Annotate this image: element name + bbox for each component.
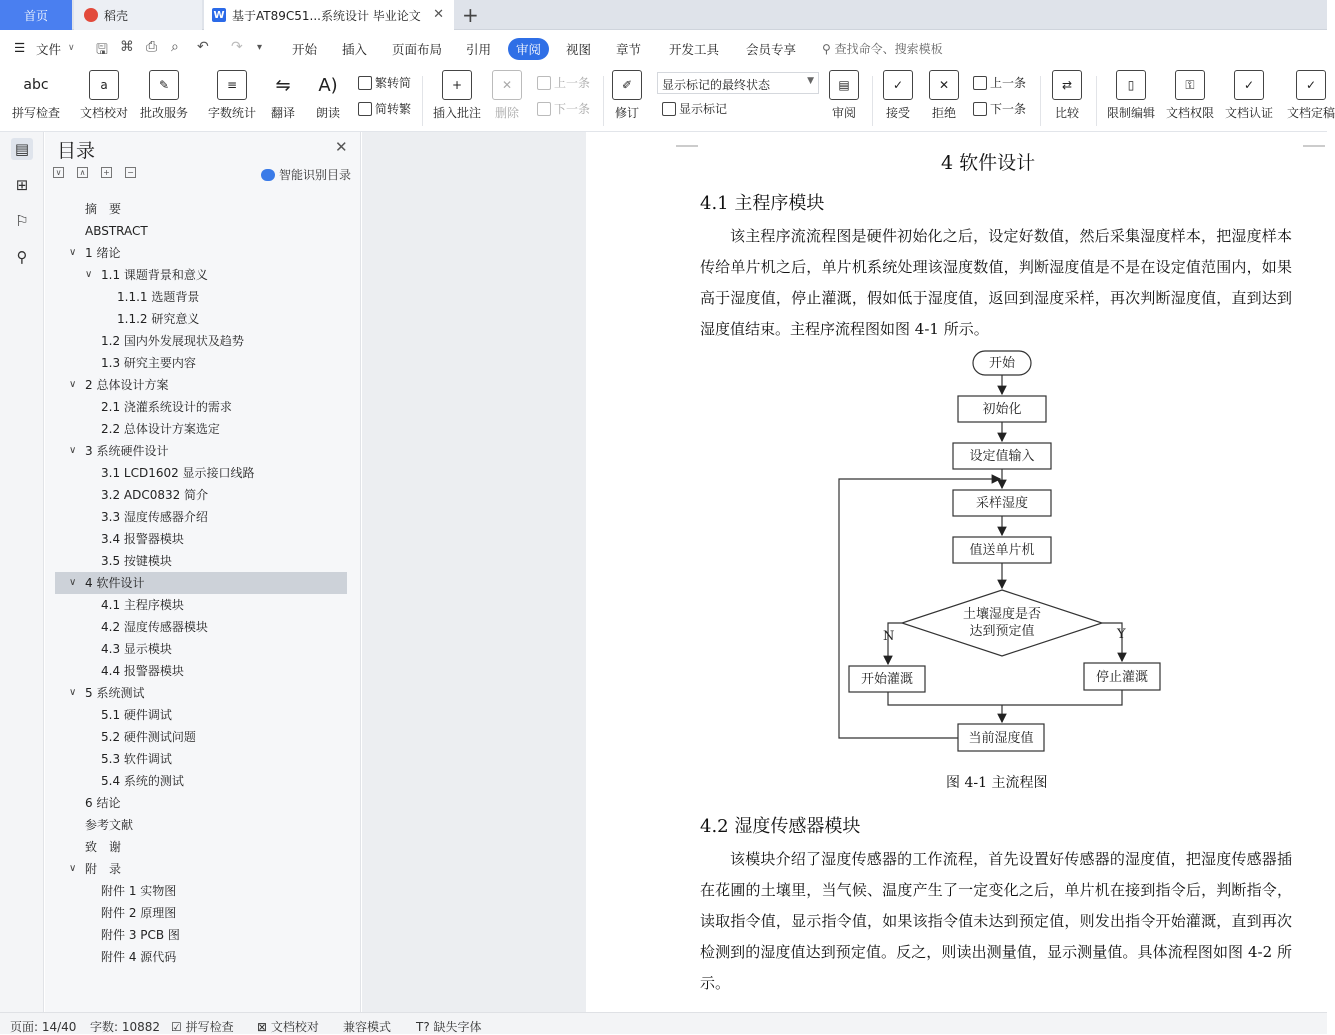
toc-item[interactable] <box>55 858 347 880</box>
toc-item-label: 4.3 显示模块 <box>101 642 172 656</box>
prev-change-button[interactable] <box>973 74 1026 91</box>
flow-init-text: 初始化 <box>982 402 1022 417</box>
toc-item[interactable] <box>55 660 347 682</box>
toc-item-label: 摘 要 <box>85 202 122 216</box>
menu-page-layout[interactable]: 页面布局 <box>392 42 443 57</box>
toc-item-label: 致 谢 <box>85 840 122 854</box>
daoke-logo-icon <box>84 8 98 22</box>
expand-all-icon[interactable]: ∨ <box>53 167 64 178</box>
prev-comment-label: 上一条 <box>554 76 591 90</box>
print-icon[interactable]: ⎙ <box>146 39 158 55</box>
review-pane-icon: ▤ <box>829 70 859 100</box>
smart-toc-button[interactable] <box>261 166 351 183</box>
accept-label: 接受 <box>885 106 910 120</box>
word-count-button[interactable] <box>208 70 256 121</box>
markup-state-value: 显示标记的最终状态 <box>662 78 771 92</box>
toc-item-label: 3.4 报警器模块 <box>101 532 184 546</box>
toc-item[interactable] <box>55 572 347 594</box>
toc-item-label: 4.1 主程序模块 <box>101 598 184 612</box>
ribbon-divider <box>603 76 604 126</box>
close-tab-icon[interactable]: ✕ <box>433 7 444 22</box>
search-icon: ⚲ <box>822 42 831 56</box>
toc-item-label: 3.2 ADC0832 简介 <box>101 488 209 502</box>
missing-font-button[interactable] <box>416 1018 482 1035</box>
show-markup-icon <box>662 102 676 116</box>
next-comment-button[interactable] <box>537 100 590 117</box>
proofread-button[interactable] <box>80 70 128 121</box>
ribbon-divider <box>422 76 423 126</box>
compat-mode-indicator: 兼容模式 <box>343 1020 392 1034</box>
tab-home-label: 首页 <box>23 8 48 23</box>
compare-label: 比较 <box>1054 106 1079 120</box>
track-changes-button[interactable] <box>612 70 642 121</box>
toc-item-label: 3.3 湿度传感器介绍 <box>101 510 208 524</box>
proofread-status-icon: ⊠ <box>257 1020 268 1034</box>
toc-item[interactable] <box>55 330 347 352</box>
toc-title: 目录 <box>57 140 96 162</box>
command-search[interactable] <box>822 40 943 57</box>
toc-item-label: 4.4 报警器模块 <box>101 664 184 678</box>
doc-finalize-icon: ✓ <box>1296 70 1326 100</box>
flow-no-label: N <box>883 629 895 644</box>
chapter-heading: 4 软件设计 <box>941 152 1036 174</box>
bookmark-icon[interactable]: ⚐ <box>15 212 29 230</box>
tab-home[interactable] <box>0 0 72 30</box>
delete-comment-icon: ✕ <box>492 70 522 100</box>
chevron-down-icon[interactable]: ∨ <box>69 247 77 258</box>
read-aloud-label: 朗读 <box>315 106 340 120</box>
toc-item-label: 4 软件设计 <box>85 576 145 590</box>
toc-item-label: 1.2 国内外发展现状及趋势 <box>101 334 244 348</box>
status-spell-label: 拼写检查 <box>185 1020 234 1034</box>
insert-comment-icon: + <box>442 70 472 100</box>
chevron-down-icon[interactable]: ∨ <box>69 577 77 588</box>
markup-state-select[interactable] <box>657 72 819 94</box>
toc-item-label: 4.2 湿度传感器模块 <box>101 620 208 634</box>
next-change-button[interactable] <box>973 100 1026 117</box>
add-heading-icon[interactable]: + <box>101 167 112 178</box>
command-search-placeholder: 查找命令、搜索模板 <box>834 42 943 56</box>
toc-item-label: 附件 3 PCB 图 <box>101 928 180 942</box>
undo-icon[interactable]: ↶ <box>197 39 209 55</box>
word-count-label: 字数统计 <box>208 106 257 120</box>
page-indicator[interactable]: 页面: 14/40 <box>10 1020 77 1034</box>
toc-item[interactable] <box>55 286 347 308</box>
prev-comment-icon <box>537 76 551 90</box>
next-comment-label: 下一条 <box>554 102 591 116</box>
flow-start-text: 开始 <box>988 356 1016 371</box>
doc-certify-button[interactable] <box>1225 70 1273 121</box>
section-heading: 4.1 主程序模块 <box>700 193 825 214</box>
review-pane-button[interactable] <box>829 70 859 121</box>
smart-toc-icon <box>261 169 275 181</box>
toc-item[interactable] <box>55 748 347 770</box>
toc-item[interactable] <box>55 484 347 506</box>
section-heading: 4.2 湿度传感器模块 <box>700 816 861 837</box>
chevron-down-icon[interactable]: ∨ <box>69 445 77 456</box>
delete-comment-label: 删除 <box>494 106 519 120</box>
toc-item[interactable] <box>55 770 347 792</box>
shield-icon: ✓ <box>1234 70 1264 100</box>
tab-daoke[interactable] <box>74 0 202 30</box>
toc-item-label: 1.3 研究主要内容 <box>101 356 196 370</box>
reject-button[interactable] <box>929 70 959 121</box>
status-bar <box>0 1012 1327 1034</box>
flow-decision-text-2: 达到预定值 <box>969 624 1035 639</box>
remove-heading-icon[interactable]: − <box>125 167 136 178</box>
next-change-icon <box>973 102 987 116</box>
toc-item[interactable] <box>55 440 347 462</box>
doc-finalize-label: 文档定稿 <box>1287 106 1335 120</box>
insert-comment-button[interactable] <box>433 70 481 121</box>
toc-item-label: 3.5 按键模块 <box>101 554 172 568</box>
compare-icon: ⇄ <box>1052 70 1082 100</box>
chevron-down-icon[interactable]: ∨ <box>69 863 77 874</box>
toc-item[interactable] <box>55 396 347 418</box>
chevron-down-icon[interactable]: ∨ <box>85 269 93 280</box>
toc-item[interactable] <box>55 506 347 528</box>
chevron-down-icon: ▼ <box>807 76 814 86</box>
flow-send-text: 值送单片机 <box>969 543 1035 558</box>
toc-item[interactable] <box>55 726 347 748</box>
search-pane-icon[interactable]: ⚲ <box>16 248 28 266</box>
toc-item[interactable] <box>55 308 347 330</box>
format-painter-icon[interactable]: ⌘ <box>120 39 134 55</box>
flow-yes-label: Y <box>1117 627 1126 642</box>
doc-finalize-button[interactable] <box>1287 70 1335 121</box>
toc-item-label: 1.1.2 研究意义 <box>117 312 200 326</box>
translate-icon: ⇋ <box>275 74 291 96</box>
translate-label: 翻译 <box>270 106 295 120</box>
toc-item[interactable] <box>55 528 347 550</box>
simp-to-trad-label: 简转繁 <box>375 102 412 116</box>
flow-stop-text: 停止灌溉 <box>1095 670 1149 685</box>
quick-access-more-icon[interactable]: ▾ <box>257 42 263 53</box>
collapse-all-icon[interactable]: ∧ <box>77 167 88 178</box>
toc-item-label: 附件 2 原理图 <box>101 906 177 920</box>
read-aloud-button[interactable] <box>313 70 343 121</box>
toc-item[interactable] <box>55 242 347 264</box>
restrict-edit-button[interactable] <box>1107 70 1155 121</box>
reject-label: 拒绝 <box>931 106 956 120</box>
spell-check-label: 拼写检查 <box>12 106 61 120</box>
menu-member[interactable]: 会员专享 <box>746 42 797 57</box>
batch-service-button[interactable] <box>140 70 188 121</box>
prev-change-label: 上一条 <box>990 76 1027 90</box>
toc-item[interactable] <box>55 220 347 242</box>
toc-item[interactable] <box>55 374 347 396</box>
doc-permission-button[interactable] <box>1166 70 1214 121</box>
toc-item[interactable] <box>55 352 347 374</box>
flow-sample-text: 采样湿度 <box>975 496 1029 511</box>
toc-item[interactable] <box>55 924 347 946</box>
toc-item-label: 附件 4 源代码 <box>101 950 177 964</box>
toc-item-label: 1 绪论 <box>85 246 121 260</box>
flow-current-text: 当前湿度值 <box>968 731 1034 746</box>
menu-view[interactable]: 视图 <box>566 42 592 57</box>
reject-icon: ✕ <box>929 70 959 100</box>
word-count-indicator[interactable]: 字数: 10882 <box>90 1020 161 1034</box>
body-paragraph: 该主程序流流程图是硬件初始化之后，设定好数值，然后采集湿度样本，把湿度样本传给单片机之后，单片机系统处理该湿度数值，判断湿度值是不是在设定值范围内，如果高于湿度值，停止灌溉，假如低于湿度值，返回到湿度采样，再次判断湿度值，直到达到湿度值结束。主程序流程图如图 4-1 所示。 <box>700 227 1292 338</box>
menu-insert[interactable]: 插入 <box>342 42 368 57</box>
accept-button[interactable] <box>883 70 913 121</box>
review-pane-label: 审阅 <box>831 106 856 120</box>
accept-icon: ✓ <box>883 70 913 100</box>
toc-item-label: 附 录 <box>85 862 122 876</box>
toc-item[interactable] <box>55 902 347 924</box>
proofread-label: 文档校对 <box>80 106 129 120</box>
status-proofread-label: 文档校对 <box>270 1020 319 1034</box>
document-page[interactable] <box>586 132 1327 1012</box>
toc-pane-icon[interactable]: ▤ <box>11 138 33 160</box>
toc-item[interactable] <box>55 550 347 572</box>
spell-check-icon: abc <box>23 77 49 93</box>
show-markup-button[interactable] <box>662 100 727 117</box>
prev-change-icon <box>973 76 987 90</box>
review-ribbon <box>0 66 1335 132</box>
toc-item-label: 3 系统硬件设计 <box>85 444 169 458</box>
track-changes-label: 修订 <box>614 106 639 120</box>
toc-item[interactable] <box>55 946 347 968</box>
toc-item-label: 附件 1 实物图 <box>101 884 177 898</box>
checkbox-icon: ☑ <box>171 1020 182 1034</box>
simp-to-trad-button[interactable] <box>358 100 411 117</box>
toc-item[interactable] <box>55 198 347 220</box>
toc-item-label: 2 总体设计方案 <box>85 378 169 392</box>
toc-item[interactable] <box>55 594 347 616</box>
toc-item-label: 参考文献 <box>85 818 134 832</box>
document-background <box>362 132 586 1012</box>
tab-bar <box>0 0 1327 30</box>
toc-item-label: 1.1.1 选题背景 <box>117 290 200 304</box>
doc-certify-label: 文档认证 <box>1225 106 1274 120</box>
read-aloud-icon: A) <box>318 74 338 96</box>
toc-item[interactable] <box>55 462 347 484</box>
figure-caption: 图 4-1 主流程图 <box>946 775 1048 791</box>
word-count-icon: ≡ <box>217 70 247 100</box>
writer-doc-icon: W <box>213 9 225 21</box>
toc-item-label: ABSTRACT <box>85 224 148 238</box>
toc-item[interactable] <box>55 682 347 704</box>
lock-icon: ▯ <box>1116 70 1146 100</box>
toc-pane <box>45 132 361 1012</box>
font-warning-icon: T? <box>416 1020 430 1034</box>
batch-service-icon: ✎ <box>149 70 179 100</box>
flow-decision-text-1: 土壤湿度是否 <box>962 607 1042 622</box>
translate-button[interactable] <box>268 70 298 121</box>
toc-item[interactable] <box>55 836 347 858</box>
toc-item[interactable] <box>55 264 347 286</box>
status-proofread[interactable] <box>257 1018 319 1035</box>
batch-service-label: 批改服务 <box>140 106 189 120</box>
toc-item-label: 5.1 硬件调试 <box>101 708 172 722</box>
trad-to-simp-icon <box>358 76 372 90</box>
toc-item-label: 2.2 总体设计方案选定 <box>101 422 220 436</box>
ribbon-divider <box>872 76 873 126</box>
insert-comment-label: 插入批注 <box>433 106 482 120</box>
print-preview-icon[interactable]: ⌕ <box>171 39 179 55</box>
prev-comment-button[interactable] <box>537 74 590 91</box>
missing-font-label: 缺失字体 <box>433 1020 482 1034</box>
simp-to-trad-icon <box>358 102 372 116</box>
proofread-icon: a <box>89 70 119 100</box>
show-markup-label: 显示标记 <box>679 102 728 116</box>
toc-item-label: 5 系统测试 <box>85 686 145 700</box>
spell-check-button[interactable] <box>12 70 60 121</box>
toc-item[interactable] <box>55 638 347 660</box>
trad-to-simp-label: 繁转简 <box>375 76 412 90</box>
save-icon[interactable]: 🖫 <box>96 42 108 58</box>
menu-review[interactable]: 审阅 <box>508 38 549 60</box>
toc-item[interactable] <box>55 418 347 440</box>
tab-daoke-label: 稻壳 <box>104 8 129 23</box>
toc-item[interactable] <box>55 616 347 638</box>
tab-document-label: 基于AT89C51...系统设计 毕业论文 <box>232 8 421 23</box>
status-spell-check[interactable] <box>171 1018 234 1035</box>
chapter-nav-icon[interactable]: ⊞ <box>15 176 29 194</box>
toc-item-label: 2.1 浇灌系统设计的需求 <box>101 400 232 414</box>
track-changes-icon: ✐ <box>612 70 642 100</box>
toc-item-label: 1.1 课题背景和意义 <box>101 268 208 282</box>
next-comment-icon <box>537 102 551 116</box>
flow-water-text: 开始灌溉 <box>860 672 914 687</box>
menu-chapter[interactable]: 章节 <box>616 42 642 57</box>
toc-item[interactable] <box>55 880 347 902</box>
hamburger-menu-icon[interactable]: ☰ <box>14 40 26 55</box>
delete-comment-button[interactable] <box>492 70 522 121</box>
file-menu[interactable]: 文件 <box>36 42 62 57</box>
compare-button[interactable] <box>1052 70 1082 121</box>
smart-toc-label: 智能识别目录 <box>279 168 352 182</box>
chevron-down-icon[interactable]: ∨ <box>69 379 77 390</box>
toc-item[interactable] <box>55 814 347 836</box>
nav-icon-strip <box>0 132 44 1012</box>
new-tab-plus-icon[interactable]: + <box>462 3 479 27</box>
redo-icon[interactable]: ↷ <box>231 39 243 55</box>
toc-item-label: 5.3 软件调试 <box>101 752 172 766</box>
menu-developer[interactable]: 开发工具 <box>669 42 720 57</box>
toc-item-label: 6 结论 <box>85 796 121 810</box>
tab-document[interactable] <box>204 0 454 30</box>
main-flowchart <box>586 132 1327 772</box>
chevron-down-icon[interactable]: ∨ <box>69 687 77 698</box>
doc-permission-icon: ⚿ <box>1175 70 1205 100</box>
body-paragraph: 该模块介绍了湿度传感器的工作流程，首先设置好传感器的湿度值，把湿度传感器插在花圃的土壤里，当气候、温度产生了一定变化之后，单片机在接到指令后，判断指令，读取指令值，显示指令值，如果该指令值未达到预定值，则发出指令开始灌溉，直到再次检测到的湿度值达到预定值。反之，则读出测量值，显示测量值。具体流程图如图 4-2 所示。 <box>700 850 1292 992</box>
toc-item-label: 5.2 硬件测试问题 <box>101 730 196 744</box>
menu-start[interactable]: 开始 <box>292 42 318 57</box>
ribbon-divider <box>1096 76 1097 126</box>
restrict-edit-label: 限制编辑 <box>1107 106 1156 120</box>
menu-bar <box>0 30 1327 66</box>
toc-item[interactable] <box>55 792 347 814</box>
toc-item[interactable] <box>55 704 347 726</box>
flow-set-text: 设定值输入 <box>969 449 1035 464</box>
flow-decision-node <box>902 590 1102 656</box>
ribbon-divider <box>1040 76 1041 126</box>
close-icon[interactable]: ✕ <box>335 138 348 156</box>
file-menu-chevron-icon[interactable]: ∨ <box>68 43 75 53</box>
trad-to-simp-button[interactable] <box>358 74 411 91</box>
toc-item-label: 5.4 系统的测试 <box>101 774 184 788</box>
next-change-label: 下一条 <box>990 102 1027 116</box>
menu-references[interactable]: 引用 <box>466 42 492 57</box>
toc-item-label: 3.1 LCD1602 显示接口线路 <box>101 466 255 480</box>
doc-permission-label: 文档权限 <box>1166 106 1215 120</box>
